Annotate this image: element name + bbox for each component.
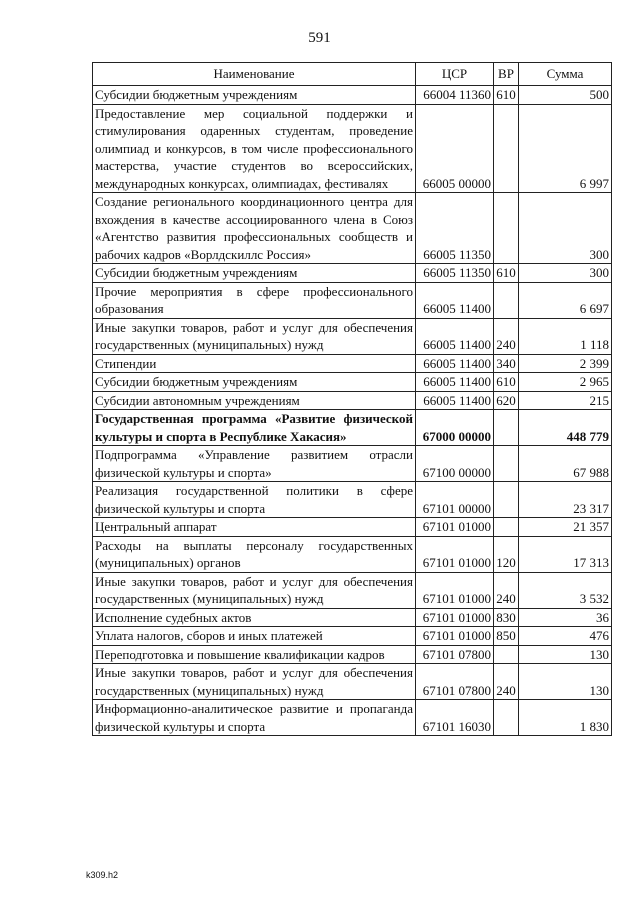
row-sum: 300	[519, 193, 612, 264]
row-csr: 66005 11400	[416, 391, 494, 410]
row-csr: 66005 11400	[416, 282, 494, 318]
table-row	[93, 193, 612, 264]
row-vr: 620	[494, 391, 519, 410]
table-row	[93, 318, 612, 354]
row-name: Переподготовка и повышение квалификации кадров	[93, 645, 416, 664]
table-row	[93, 700, 612, 736]
table-row	[93, 446, 612, 482]
row-csr: 66005 11400	[416, 318, 494, 354]
row-name: Создание регионального координационного центра для вхождения в качестве ассоциированного члена в Союз «Агентство развития профессиональных сообществ и рабочих кадров «Ворлдскиллс Россия»	[93, 193, 416, 264]
row-name: Предоставление мер социальной поддержки и стимулирования одаренных студентам, проведение олимпиад и конкурсов, в том числе профессионального мастерства, участие студентов во всероссийских, международных конкурсах, олимпиадах, фестивалях	[93, 104, 416, 193]
table-header-row	[93, 63, 612, 86]
row-csr: 67101 01000	[416, 627, 494, 646]
row-sum: 1 118	[519, 318, 612, 354]
row-sum: 130	[519, 664, 612, 700]
row-sum: 6 997	[519, 104, 612, 193]
row-vr: 830	[494, 608, 519, 627]
row-vr	[494, 193, 519, 264]
footer-code: k309.h2	[86, 870, 119, 880]
table-row	[93, 608, 612, 627]
row-sum: 17 313	[519, 536, 612, 572]
row-name: Расходы на выплаты персоналу государственных (муниципальных) органов	[93, 536, 416, 572]
row-csr: 67100 00000	[416, 446, 494, 482]
row-name: Субсидии бюджетным учреждениям	[93, 264, 416, 283]
page-number: 591	[308, 30, 331, 46]
row-vr: 610	[494, 264, 519, 283]
table-row	[93, 645, 612, 664]
row-sum: 3 532	[519, 572, 612, 608]
row-name: Иные закупки товаров, работ и услуг для обеспечения государственных (муниципальных) нужд	[93, 572, 416, 608]
header-sum: Сумма	[519, 63, 612, 86]
row-name: Исполнение судебных актов	[93, 608, 416, 627]
row-sum: 67 988	[519, 446, 612, 482]
row-vr	[494, 104, 519, 193]
table-row	[93, 391, 612, 410]
row-vr	[494, 518, 519, 537]
row-sum: 2 399	[519, 354, 612, 373]
table-row	[93, 482, 612, 518]
row-csr: 67101 16030	[416, 700, 494, 736]
row-vr	[494, 700, 519, 736]
row-name: Субсидии бюджетным учреждениям	[93, 373, 416, 392]
row-vr: 850	[494, 627, 519, 646]
table-row	[93, 572, 612, 608]
table-row-program	[93, 410, 612, 446]
row-vr: 240	[494, 572, 519, 608]
row-csr: 67101 01000	[416, 572, 494, 608]
table-row	[93, 264, 612, 283]
row-vr: 610	[494, 86, 519, 105]
row-csr: 67101 07800	[416, 664, 494, 700]
row-sum: 2 965	[519, 373, 612, 392]
row-csr: 67101 01000	[416, 518, 494, 537]
table-row	[93, 282, 612, 318]
row-vr: 610	[494, 373, 519, 392]
row-vr	[494, 645, 519, 664]
row-name: Субсидии автономным учреждениям	[93, 391, 416, 410]
row-vr	[494, 446, 519, 482]
table-row	[93, 86, 612, 105]
row-name: Реализация государственной политики в сфере физической культуры и спорта	[93, 482, 416, 518]
row-csr: 67101 01000	[416, 536, 494, 572]
row-vr	[494, 482, 519, 518]
header-name: Наименование	[93, 63, 416, 86]
table-row	[93, 373, 612, 392]
table-row	[93, 536, 612, 572]
table-row	[93, 104, 612, 193]
row-name: Государственная программа «Развитие физической культуры и спорта в Республике Хакасия»	[93, 410, 416, 446]
row-vr: 340	[494, 354, 519, 373]
row-name: Стипендии	[93, 354, 416, 373]
table-row	[93, 354, 612, 373]
row-csr: 66005 00000	[416, 104, 494, 193]
table-row	[93, 664, 612, 700]
row-vr: 240	[494, 664, 519, 700]
row-sum: 300	[519, 264, 612, 283]
row-sum: 130	[519, 645, 612, 664]
row-csr: 67101 01000	[416, 608, 494, 627]
row-sum: 448 779	[519, 410, 612, 446]
budget-table	[92, 62, 612, 736]
row-name: Прочие мероприятия в сфере профессионального образования	[93, 282, 416, 318]
row-csr: 66004 11360	[416, 86, 494, 105]
row-csr: 66005 11400	[416, 373, 494, 392]
row-csr: 67101 00000	[416, 482, 494, 518]
row-vr	[494, 410, 519, 446]
row-name: Иные закупки товаров, работ и услуг для обеспечения государственных (муниципальных) нужд	[93, 664, 416, 700]
row-csr: 67000 00000	[416, 410, 494, 446]
row-sum: 500	[519, 86, 612, 105]
row-name: Подпрограмма «Управление развитием отрасли физической культуры и спорта»	[93, 446, 416, 482]
row-name: Уплата налогов, сборов и иных платежей	[93, 627, 416, 646]
row-csr: 66005 11350	[416, 193, 494, 264]
row-sum: 36	[519, 608, 612, 627]
row-sum: 23 317	[519, 482, 612, 518]
row-name: Иные закупки товаров, работ и услуг для обеспечения государственных (муниципальных) нужд	[93, 318, 416, 354]
row-vr	[494, 282, 519, 318]
row-csr: 67101 07800	[416, 645, 494, 664]
row-sum: 215	[519, 391, 612, 410]
row-csr: 66005 11350	[416, 264, 494, 283]
header-vr: ВР	[494, 63, 519, 86]
row-sum: 21 357	[519, 518, 612, 537]
row-sum: 6 697	[519, 282, 612, 318]
row-sum: 476	[519, 627, 612, 646]
row-vr: 240	[494, 318, 519, 354]
row-csr: 66005 11400	[416, 354, 494, 373]
row-sum: 1 830	[519, 700, 612, 736]
header-csr: ЦСР	[416, 63, 494, 86]
table-row	[93, 518, 612, 537]
table-row	[93, 627, 612, 646]
row-name: Информационно-аналитическое развитие и пропаганда физической культуры и спорта	[93, 700, 416, 736]
row-name: Субсидии бюджетным учреждениям	[93, 86, 416, 105]
row-vr: 120	[494, 536, 519, 572]
row-name: Центральный аппарат	[93, 518, 416, 537]
